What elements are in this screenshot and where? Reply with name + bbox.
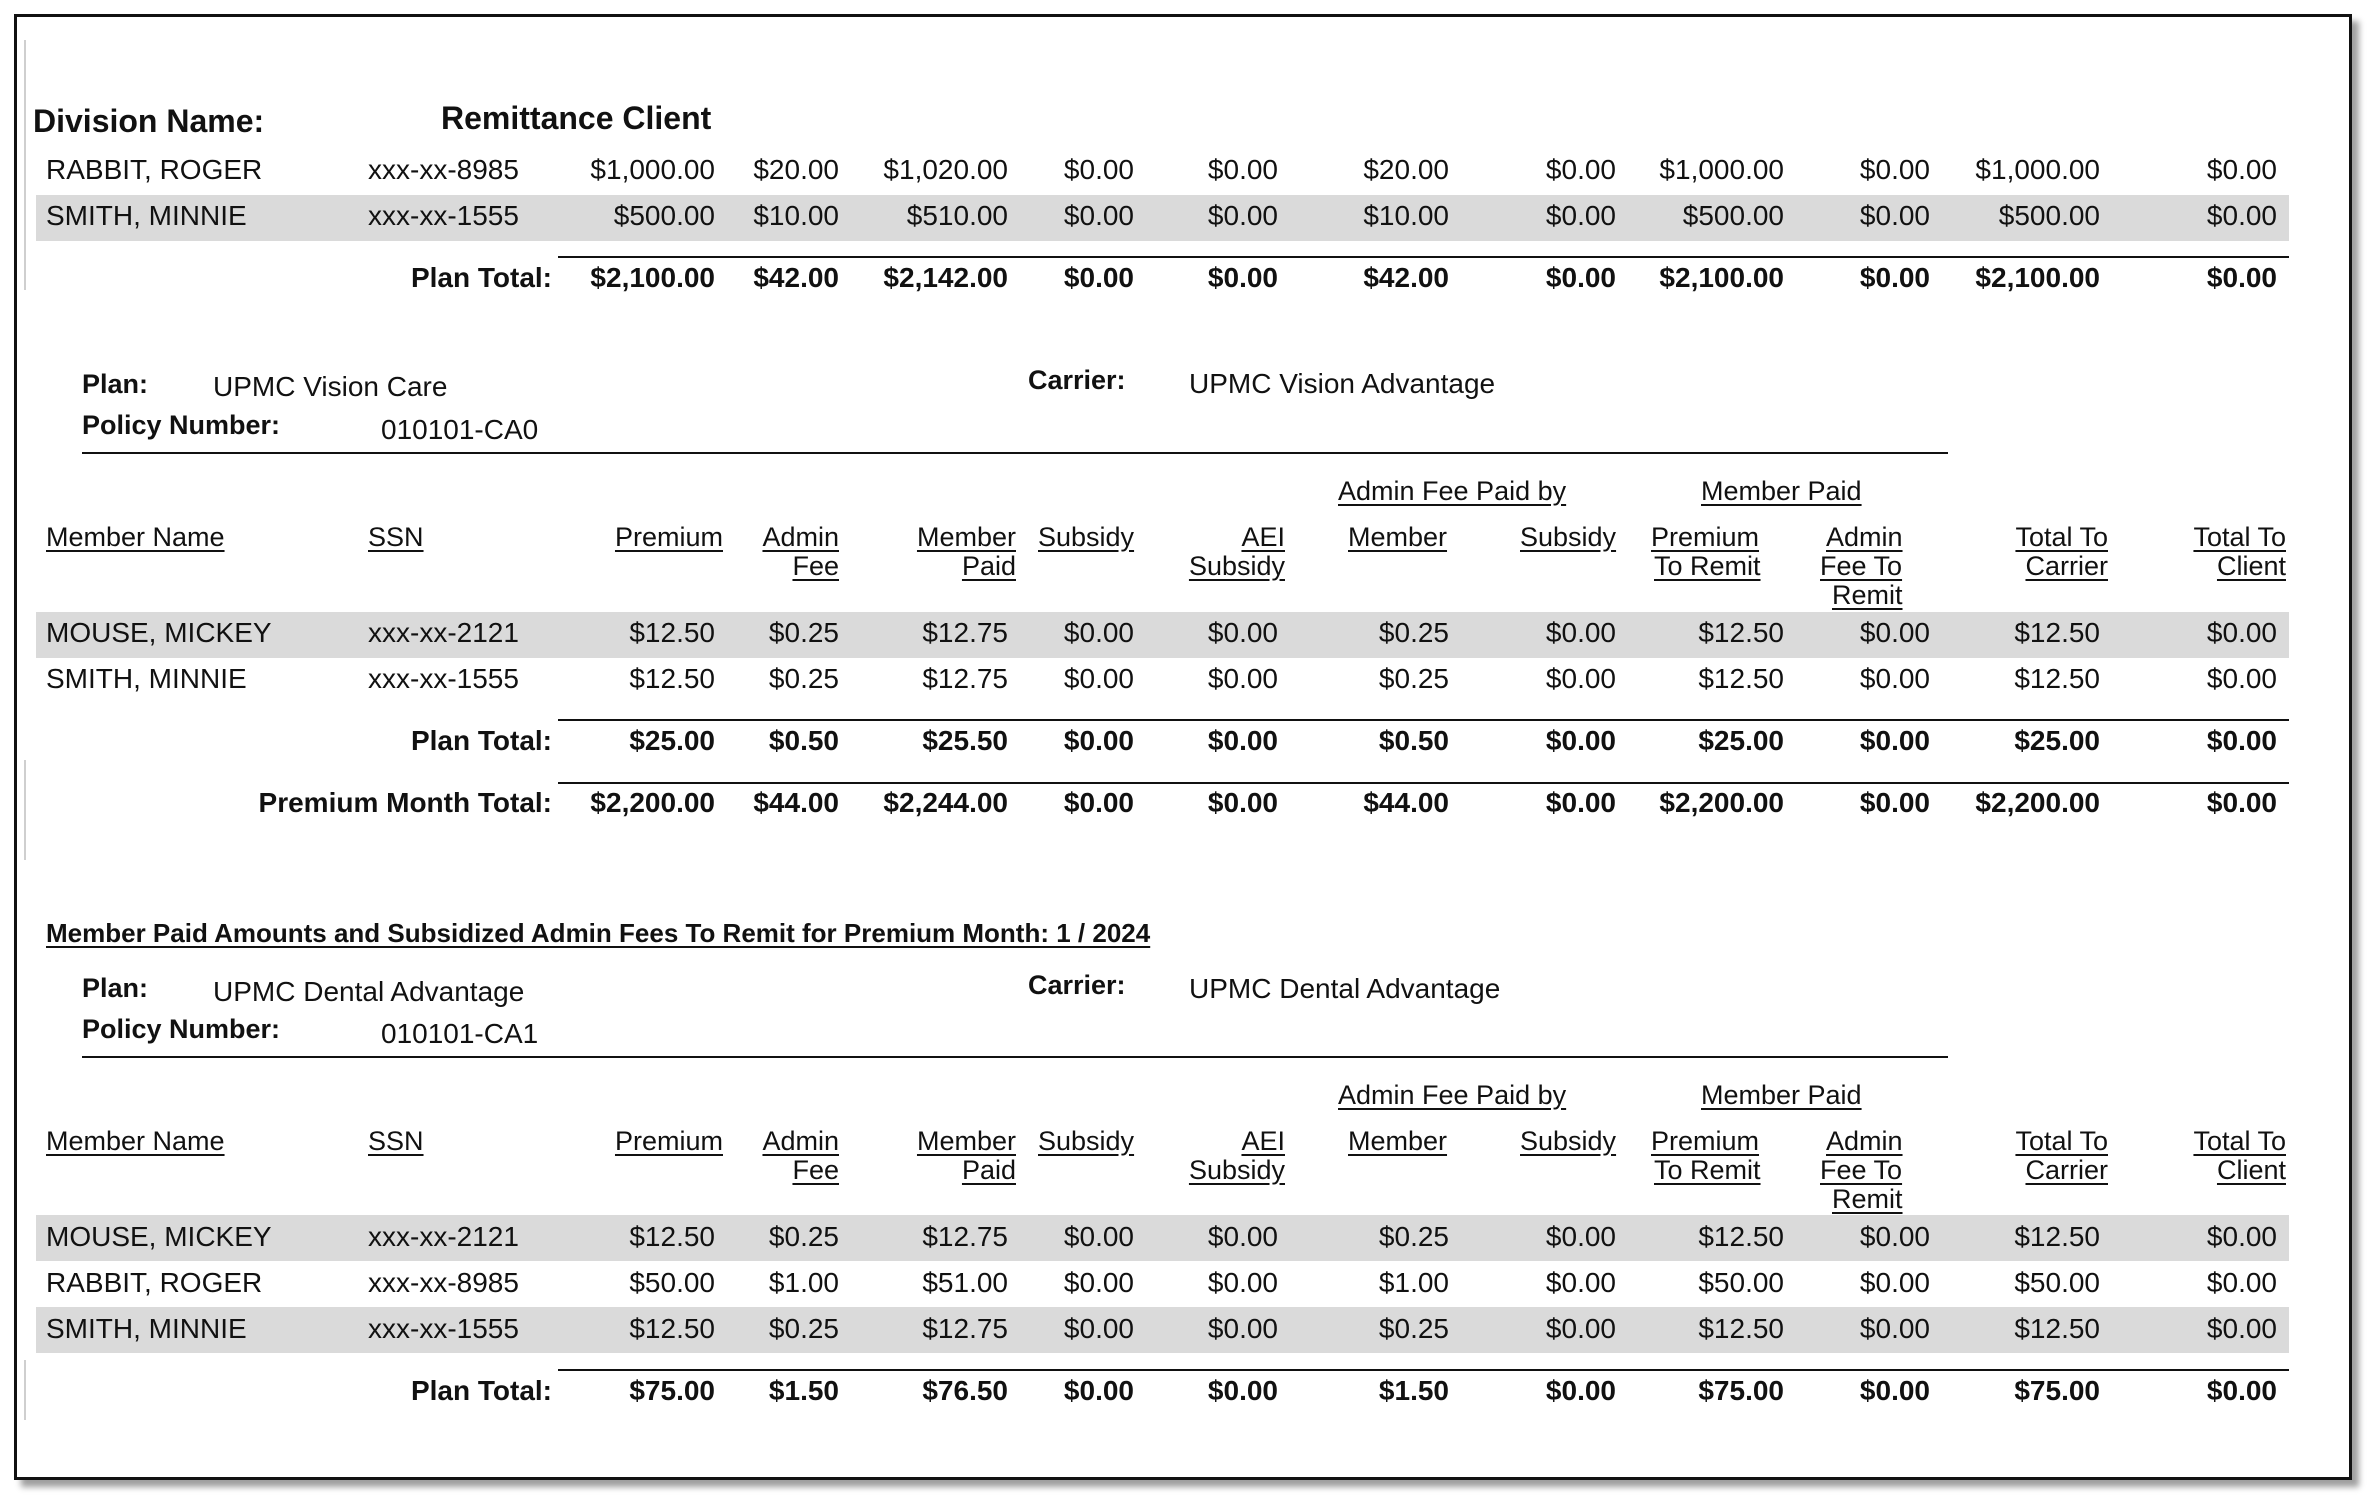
header-fee-member: Member <box>1348 522 1448 552</box>
fee-member: $0.25 <box>1378 663 1449 694</box>
plan-total-label: Plan Total: <box>410 262 552 293</box>
header-premium-to-remit: Premium <box>1651 522 1760 552</box>
admin-fee: $42.00 <box>753 262 839 293</box>
aei-subsidy: $0.00 <box>1207 1375 1278 1406</box>
fee-member: $20.00 <box>1363 154 1449 185</box>
premium-to-remit: $1,000.00 <box>1659 154 1784 185</box>
aei-subsidy: $0.00 <box>1207 1267 1278 1298</box>
admin-fee: $0.50 <box>768 725 839 756</box>
admin-fee-to-remit: $0.00 <box>1859 262 1930 293</box>
fee-subsidy: $0.00 <box>1545 1267 1616 1298</box>
member-paid: $2,244.00 <box>883 787 1008 818</box>
aei-subsidy: $0.00 <box>1207 1313 1278 1344</box>
member-name: SMITH, MINNIE <box>46 663 247 694</box>
subsidy: $0.00 <box>1063 200 1134 231</box>
premium-to-remit: $12.50 <box>1698 1313 1784 1344</box>
premium-to-remit: $2,200.00 <box>1659 787 1784 818</box>
admin-fee-to-remit: $0.00 <box>1859 617 1930 648</box>
subsidy: $0.00 <box>1063 725 1134 756</box>
subsidy: $0.00 <box>1063 617 1134 648</box>
total-to-carrier: $12.50 <box>2014 1221 2100 1252</box>
header-fee-subsidy: Subsidy <box>1520 1126 1617 1156</box>
header-total-to-client: Total To <box>2193 1126 2286 1156</box>
fee-subsidy: $0.00 <box>1545 787 1616 818</box>
plan-label: Plan: <box>82 369 149 399</box>
admin-fee: $0.25 <box>768 663 839 694</box>
member-paid: $12.75 <box>922 1221 1008 1252</box>
member-name: RABBIT, ROGER <box>46 1267 263 1298</box>
subsidy: $0.00 <box>1063 262 1134 293</box>
premium: $12.50 <box>629 663 715 694</box>
premium: $2,100.00 <box>590 262 715 293</box>
fee-subsidy: $0.00 <box>1545 1221 1616 1252</box>
ssn: xxx-xx-2121 <box>368 617 519 648</box>
month-total-label: Premium Month Total: <box>258 787 552 818</box>
premium-to-remit: $500.00 <box>1682 200 1784 231</box>
carrier-label: Carrier: <box>1028 365 1126 395</box>
fee-member: $0.25 <box>1378 1313 1449 1344</box>
plan-label: Plan: <box>82 973 149 1003</box>
member-name: MOUSE, MICKEY <box>46 617 272 648</box>
header-total-to-carrier: Carrier <box>2025 1155 2108 1185</box>
carrier-name: UPMC Dental Advantage <box>1189 973 1501 1004</box>
total-to-client: $0.00 <box>2206 1267 2277 1298</box>
premium: $75.00 <box>629 1375 715 1406</box>
header-premium-to-remit: To Remit <box>1654 551 1761 581</box>
header-total-to-carrier: Total To <box>2015 1126 2108 1156</box>
member-paid: $12.75 <box>922 663 1008 694</box>
header-admin-fee: Fee <box>792 1155 839 1185</box>
admin-fee-to-remit: $0.00 <box>1859 1313 1930 1344</box>
plan-name: UPMC Dental Advantage <box>213 976 525 1007</box>
fee-subsidy: $0.00 <box>1545 663 1616 694</box>
member-paid: $12.75 <box>922 617 1008 648</box>
member-paid: $76.50 <box>922 1375 1008 1406</box>
admin-fee: $0.25 <box>768 1221 839 1252</box>
total-to-carrier: $1,000.00 <box>1975 154 2100 185</box>
total-to-carrier: $12.50 <box>2014 663 2100 694</box>
premium: $12.50 <box>629 617 715 648</box>
header-total-to-client: Client <box>2216 1155 2286 1185</box>
admin-fee-to-remit: $0.00 <box>1859 663 1930 694</box>
header-admin-fee: Admin <box>762 522 839 552</box>
fee-member: $10.00 <box>1363 200 1449 231</box>
plan-name: UPMC Vision Care <box>213 371 448 402</box>
premium-to-remit: $50.00 <box>1698 1267 1784 1298</box>
subsidy: $0.00 <box>1063 663 1134 694</box>
aei-subsidy: $0.00 <box>1207 1221 1278 1252</box>
policy-label: Policy Number: <box>82 1014 281 1044</box>
header-member-paid: Member <box>916 1126 1016 1156</box>
aei-subsidy: $0.00 <box>1207 617 1278 648</box>
member-paid: $1,020.00 <box>883 154 1008 185</box>
header-premium-to-remit: Premium <box>1651 1126 1760 1156</box>
member-name: SMITH, MINNIE <box>46 200 247 231</box>
fee-subsidy: $0.00 <box>1545 154 1616 185</box>
fee-subsidy: $0.00 <box>1545 1313 1616 1344</box>
plan-total-label: Plan Total: <box>410 725 552 756</box>
member-name: SMITH, MINNIE <box>46 1313 247 1344</box>
ssn: xxx-xx-1555 <box>368 200 519 231</box>
header-aei-subsidy: Subsidy <box>1188 551 1285 581</box>
total-to-carrier: $2,100.00 <box>1975 262 2100 293</box>
margin-mark <box>24 1360 26 1420</box>
section-heading: Member Paid Amounts and Subsidized Admin Fees To Remit for Premium Month: 1 / 2024 <box>46 918 1151 948</box>
subsidy: $0.00 <box>1063 787 1134 818</box>
carrier-name: UPMC Vision Advantage <box>1189 368 1496 399</box>
division-value: Remittance Client <box>441 100 712 136</box>
header-aei-subsidy: AEI <box>1241 522 1285 552</box>
division-label: Division Name: <box>33 103 265 139</box>
margin-mark <box>24 40 26 290</box>
plan-info-rule <box>82 452 1948 454</box>
header-premium-to-remit: To Remit <box>1654 1155 1761 1185</box>
member-paid: $51.00 <box>922 1267 1008 1298</box>
admin-fee-to-remit: $0.00 <box>1859 154 1930 185</box>
fee-subsidy: $0.00 <box>1545 262 1616 293</box>
header-premium: Premium <box>614 522 723 552</box>
subsidy: $0.00 <box>1063 1221 1134 1252</box>
total-to-client: $0.00 <box>2206 787 2277 818</box>
fee-member: $1.50 <box>1378 1375 1449 1406</box>
admin-fee-to-remit: $0.00 <box>1859 1221 1930 1252</box>
aei-subsidy: $0.00 <box>1207 663 1278 694</box>
policy-number: 010101-CA0 <box>381 414 539 445</box>
premium: $12.50 <box>629 1221 715 1252</box>
admin-fee: $20.00 <box>753 154 839 185</box>
header-admin-fee-to-remit: Fee To <box>1820 551 1903 581</box>
total-to-client: $0.00 <box>2206 1313 2277 1344</box>
total-to-carrier: $75.00 <box>2014 1375 2100 1406</box>
admin-fee: $0.25 <box>768 1313 839 1344</box>
total-to-client: $0.00 <box>2206 725 2277 756</box>
member-paid: $2,142.00 <box>883 262 1008 293</box>
premium-to-remit: $12.50 <box>1698 663 1784 694</box>
header-ssn: SSN <box>368 522 424 552</box>
fee-member: $42.00 <box>1363 262 1449 293</box>
header-subsidy: Subsidy <box>1038 522 1135 552</box>
ssn: xxx-xx-1555 <box>368 663 519 694</box>
margin-mark <box>24 760 26 860</box>
aei-subsidy: $0.00 <box>1207 154 1278 185</box>
premium-to-remit: $2,100.00 <box>1659 262 1784 293</box>
fee-subsidy: $0.00 <box>1545 200 1616 231</box>
header-admin-fee-to-remit: Remit <box>1832 580 1903 610</box>
policy-number: 010101-CA1 <box>381 1018 539 1049</box>
admin-fee-to-remit: $0.00 <box>1859 200 1930 231</box>
premium-to-remit: $25.00 <box>1698 725 1784 756</box>
header-subsidy: Subsidy <box>1038 1126 1135 1156</box>
premium-to-remit: $75.00 <box>1698 1375 1784 1406</box>
aei-subsidy: $0.00 <box>1207 725 1278 756</box>
header-admin-fee-to-remit: Remit <box>1832 1184 1903 1214</box>
premium: $2,200.00 <box>590 787 715 818</box>
aei-subsidy: $0.00 <box>1207 262 1278 293</box>
ssn: xxx-xx-8985 <box>368 154 519 185</box>
subsidy: $0.00 <box>1063 1375 1134 1406</box>
member-name: MOUSE, MICKEY <box>46 1221 272 1252</box>
group-header-admin-fee: Admin Fee Paid by <box>1338 1080 1567 1110</box>
total-rule <box>558 719 2289 721</box>
member-paid: $12.75 <box>922 1313 1008 1344</box>
header-total-to-carrier: Total To <box>2015 522 2108 552</box>
fee-subsidy: $0.00 <box>1545 1375 1616 1406</box>
header-ssn: SSN <box>368 1126 424 1156</box>
total-to-carrier: $25.00 <box>2014 725 2100 756</box>
header-admin-fee-to-remit: Fee To <box>1820 1155 1903 1185</box>
header-aei-subsidy: Subsidy <box>1188 1155 1285 1185</box>
subsidy: $0.00 <box>1063 154 1134 185</box>
aei-subsidy: $0.00 <box>1207 787 1278 818</box>
header-total-to-carrier: Carrier <box>2025 551 2108 581</box>
ssn: xxx-xx-8985 <box>368 1267 519 1298</box>
member-paid: $510.00 <box>906 200 1008 231</box>
total-rule <box>558 256 2289 258</box>
header-admin-fee: Fee <box>792 551 839 581</box>
total-to-carrier: $500.00 <box>1998 200 2100 231</box>
premium: $500.00 <box>613 200 715 231</box>
admin-fee-to-remit: $0.00 <box>1859 725 1930 756</box>
policy-label: Policy Number: <box>82 410 281 440</box>
premium: $12.50 <box>629 1313 715 1344</box>
total-to-client: $0.00 <box>2206 154 2277 185</box>
admin-fee-to-remit: $0.00 <box>1859 1267 1930 1298</box>
admin-fee-to-remit: $0.00 <box>1859 787 1930 818</box>
premium: $50.00 <box>629 1267 715 1298</box>
group-header-member-paid: Member Paid <box>1701 1080 1862 1110</box>
total-to-client: $0.00 <box>2206 663 2277 694</box>
fee-member: $0.50 <box>1378 725 1449 756</box>
total-to-carrier: $2,200.00 <box>1975 787 2100 818</box>
header-member-paid: Member <box>916 522 1016 552</box>
total-to-carrier: $50.00 <box>2014 1267 2100 1298</box>
group-header-admin-fee: Admin Fee Paid by <box>1338 476 1567 506</box>
total-to-client: $0.00 <box>2206 1221 2277 1252</box>
total-to-client: $0.00 <box>2206 617 2277 648</box>
aei-subsidy: $0.00 <box>1207 200 1278 231</box>
admin-fee: $1.00 <box>768 1267 839 1298</box>
header-total-to-client: Total To <box>2193 522 2286 552</box>
subsidy: $0.00 <box>1063 1267 1134 1298</box>
premium-to-remit: $12.50 <box>1698 1221 1784 1252</box>
header-member-name: Member Name <box>46 1126 225 1156</box>
header-member-paid: Paid <box>961 551 1016 581</box>
group-header-member-paid: Member Paid <box>1701 476 1862 506</box>
fee-member: $0.25 <box>1378 1221 1449 1252</box>
fee-member: $44.00 <box>1363 787 1449 818</box>
admin-fee: $44.00 <box>753 787 839 818</box>
admin-fee: $10.00 <box>753 200 839 231</box>
fee-member: $1.00 <box>1378 1267 1449 1298</box>
subsidy: $0.00 <box>1063 1313 1134 1344</box>
admin-fee: $1.50 <box>768 1375 839 1406</box>
premium: $25.00 <box>629 725 715 756</box>
total-rule <box>558 1369 2289 1371</box>
premium-to-remit: $12.50 <box>1698 617 1784 648</box>
total-to-client: $0.00 <box>2206 200 2277 231</box>
ssn: xxx-xx-1555 <box>368 1313 519 1344</box>
premium: $1,000.00 <box>590 154 715 185</box>
header-admin-fee-to-remit: Admin <box>1826 522 1903 552</box>
header-fee-member: Member <box>1348 1126 1448 1156</box>
carrier-label: Carrier: <box>1028 970 1126 1000</box>
fee-subsidy: $0.00 <box>1545 617 1616 648</box>
admin-fee: $0.25 <box>768 617 839 648</box>
plan-info-rule <box>82 1056 1948 1058</box>
header-aei-subsidy: AEI <box>1241 1126 1285 1156</box>
total-to-client: $0.00 <box>2206 262 2277 293</box>
header-fee-subsidy: Subsidy <box>1520 522 1617 552</box>
header-total-to-client: Client <box>2216 551 2286 581</box>
header-admin-fee-to-remit: Admin <box>1826 1126 1903 1156</box>
admin-fee-to-remit: $0.00 <box>1859 1375 1930 1406</box>
fee-member: $0.25 <box>1378 617 1449 648</box>
header-member-paid: Paid <box>961 1155 1016 1185</box>
header-admin-fee: Admin <box>762 1126 839 1156</box>
plan-total-label: Plan Total: <box>410 1375 552 1406</box>
header-premium: Premium <box>614 1126 723 1156</box>
total-to-carrier: $12.50 <box>2014 617 2100 648</box>
month-total-rule <box>558 782 2289 784</box>
ssn: xxx-xx-2121 <box>368 1221 519 1252</box>
total-to-carrier: $12.50 <box>2014 1313 2100 1344</box>
member-name: RABBIT, ROGER <box>46 154 263 185</box>
fee-subsidy: $0.00 <box>1545 725 1616 756</box>
header-member-name: Member Name <box>46 522 225 552</box>
total-to-client: $0.00 <box>2206 1375 2277 1406</box>
member-paid: $25.50 <box>922 725 1008 756</box>
